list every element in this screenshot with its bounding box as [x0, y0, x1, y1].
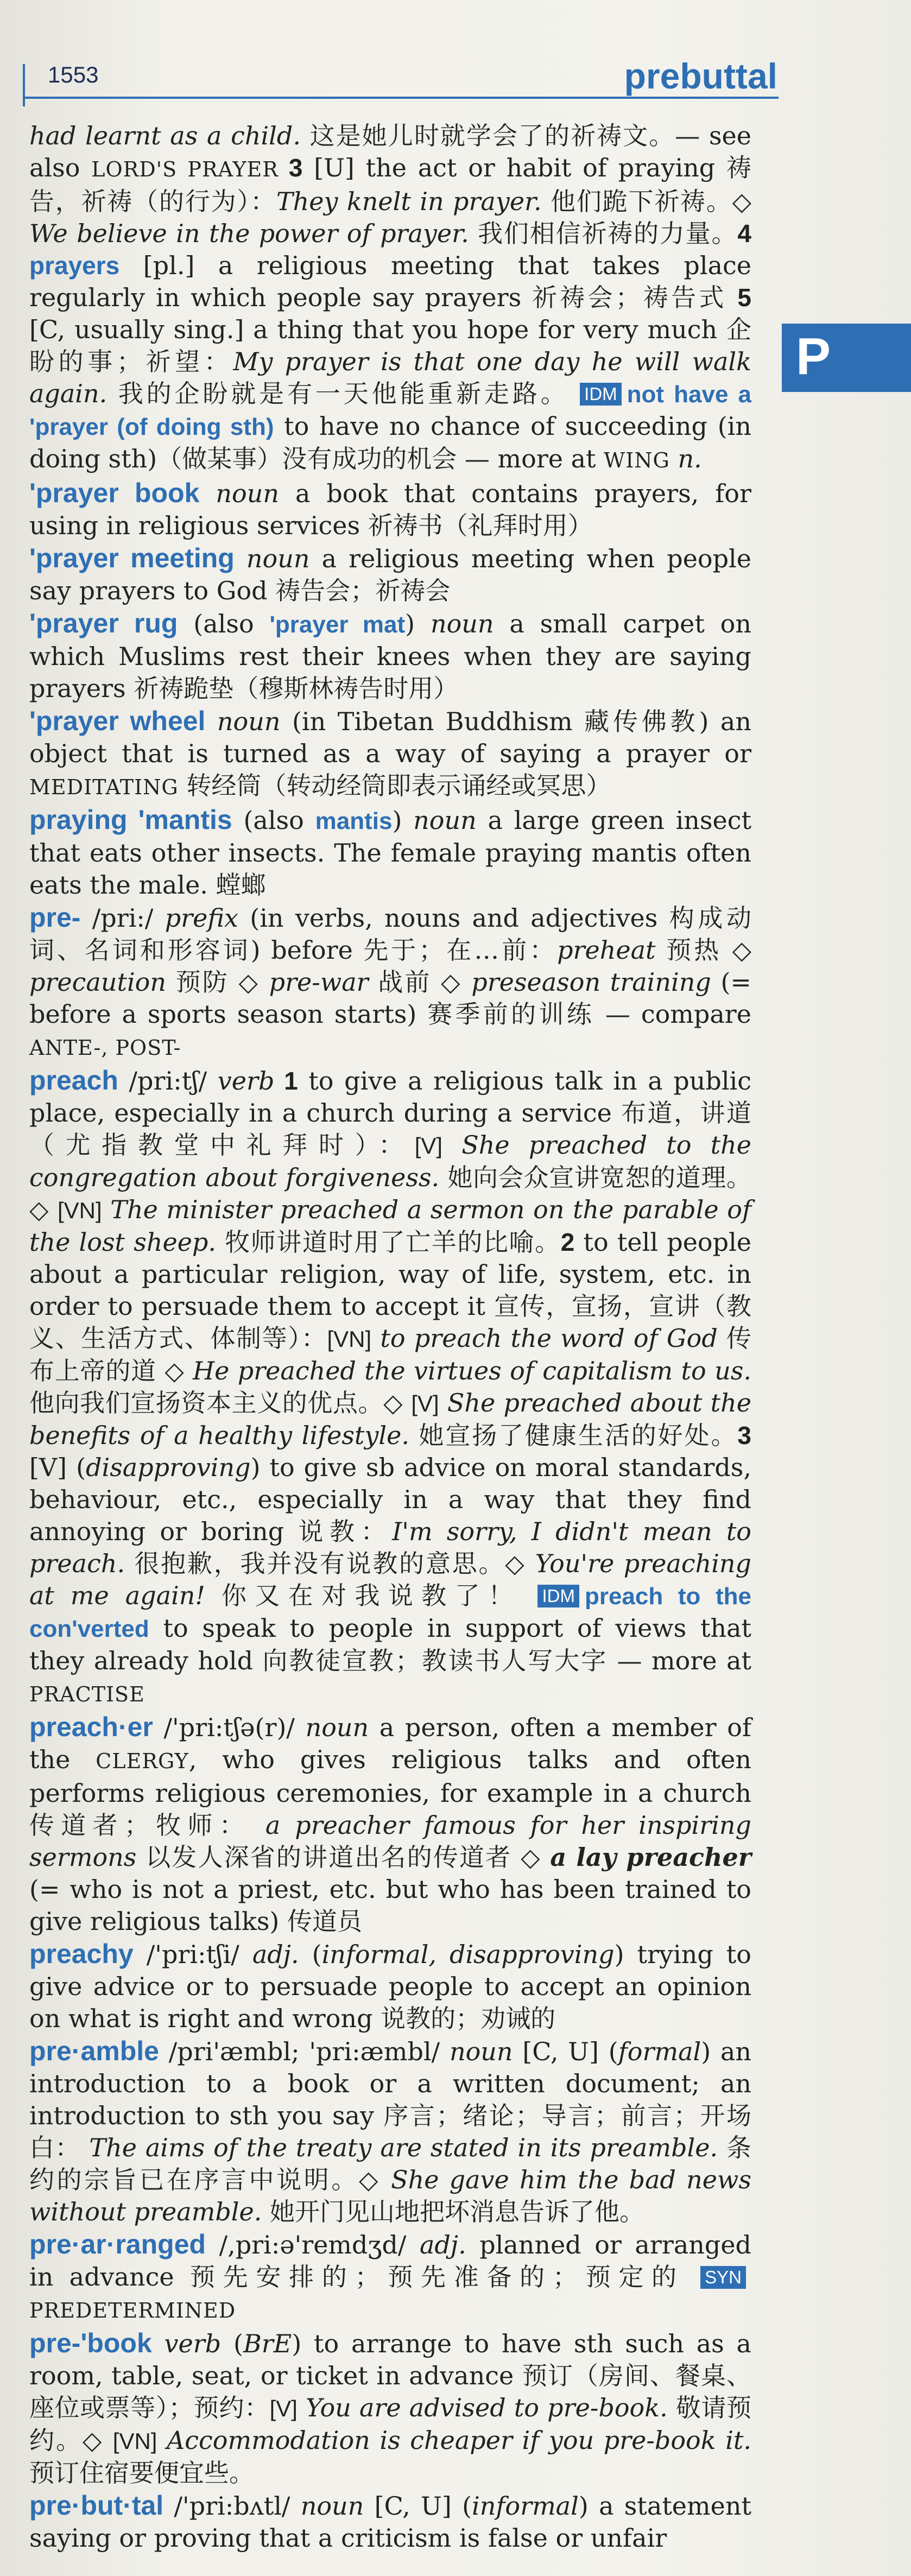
definition-text: (= who is not a priest, etc. but who has been trained to give religious talks) 传道员 [29, 1875, 751, 1936]
pronunciation: /'pri:tʃi/ [133, 1940, 252, 1969]
translation-text: 条约的宗旨已在序言中说明。◇ [29, 2133, 751, 2194]
example-text: had learnt as a child. [29, 121, 301, 150]
example-text: pre-war [269, 967, 369, 997]
grammar-code: [VN] [57, 1198, 102, 1223]
cross-reference: PRACTISE [29, 1682, 145, 1706]
headword: pre·ar·ranged [29, 2229, 206, 2259]
guide-word: prebuttal [624, 56, 777, 96]
definition-text: to speak to people in support of views that they already hold 向教徒宣教；教读书人写大字 — more at [29, 1613, 751, 1675]
part-of-speech: n. [669, 444, 702, 473]
example-text: preseason training [471, 967, 711, 997]
headword: preach·er [29, 1712, 153, 1742]
example-text: You're preaching at me again! [29, 1549, 751, 1610]
example-text: The minister preached a sermon on the parable of the lost sheep. [29, 1195, 752, 1257]
definition-text: a small carpet on which Muslims rest their knees when they are saying prayers 祈祷跪垫（穆斯林祷告时用） [29, 609, 751, 703]
sense-number: 2 [560, 1228, 575, 1256]
definition-text: a large green insect that eats other insects. The female praying mantis often eats the male. 螳螂 [29, 806, 751, 900]
translation-text: 以发人深省的讲道出名的传道者 ◇ [136, 1843, 551, 1872]
cross-reference: ANTE-, POST- [29, 1036, 181, 1060]
pronunciation: /pri:tʃ/ [118, 1066, 218, 1096]
sense-number: 5 [737, 283, 751, 312]
translation-text: 她开门见山地把坏消息告诉了他。 [262, 2197, 644, 2226]
example-text: We believe in the power of prayer. [29, 219, 469, 248]
pronunciation: /pri:/ [80, 903, 165, 933]
translation-text: 他向我们宣扬资本主义的优点。◇ [29, 1388, 412, 1417]
translation-text: 她宣扬了健康生活的好处。 [409, 1421, 738, 1450]
translation-text: 预防 ◇ [166, 967, 269, 997]
example-text: The aims of the treaty are stated in its preamble. [80, 2133, 718, 2162]
entry-preach [29, 1065, 751, 1711]
definition-text: (in Tibetan Buddhism 藏传佛教) an object that is turned as a way of saying a prayer or [29, 707, 751, 768]
grammar-code: [V] [411, 1391, 439, 1416]
pronunciation: /,pri:ə'remdʒd/ [206, 2230, 420, 2259]
example-text: He preached the virtues of capitalism to us. [192, 1356, 751, 1385]
sense-headword: prayers [29, 251, 120, 280]
definition-text: , who gives religious talks and often performs religious ceremonies, for example in a church 传道者；牧师： [29, 1745, 751, 1840]
part-of-speech: noun [205, 707, 281, 736]
grammar-code: [V] [269, 2396, 298, 2421]
entry-preachy [29, 1938, 751, 2035]
translation-text: 这是她儿时就学会了的祈祷文。— see also [29, 121, 751, 182]
headword: pre·amble [29, 2036, 159, 2066]
variant-headword: 'prayer mat [269, 611, 406, 638]
headword: pre-'book [29, 2328, 152, 2358]
entry-preamble [29, 2035, 751, 2228]
pronunciation: /pri'æmbl; 'pri:æmbl/ [159, 2037, 450, 2066]
definition-text: ) [405, 609, 431, 638]
definition-text: planned or arranged in advance 预先安排的；预先准备的；预定的 [29, 2230, 751, 2292]
example-text: I'm sorry, I didn't mean to preach. [29, 1517, 752, 1578]
entry-prebuttal [29, 2490, 751, 2554]
example-text: a lay preacher [550, 1843, 751, 1872]
translation-text: 很抱歉，我并没有说教的意思。◇ [125, 1549, 535, 1578]
part-of-speech: noun [430, 609, 494, 638]
definition-text: [V] ( [29, 1453, 86, 1482]
pronunciation: /'pri:tʃə(r)/ [153, 1713, 306, 1742]
definition-text: [C, U] ( [364, 2491, 472, 2521]
example-text: She preached to the congregation about forgiveness. [29, 1130, 751, 1192]
part-of-speech: noun [199, 479, 280, 508]
definition-text: ( [299, 1940, 322, 1969]
entry-pre-prefix [29, 902, 751, 1064]
header-rule [23, 97, 779, 99]
sense-number: 4 [737, 219, 751, 248]
page-header [23, 56, 777, 106]
example-text: My prayer is that one day he will walk again. [29, 347, 752, 408]
thumb-index-tab [782, 324, 911, 392]
entry-pre-book [29, 2327, 751, 2489]
translation-text: 战前 ◇ [368, 967, 472, 997]
headword: pre·but·tal [29, 2490, 164, 2521]
translation-text: 敬请预约。◇ [29, 2393, 752, 2455]
synonym-badge: SYN [700, 2266, 746, 2289]
prayer-entry-continuation [29, 120, 751, 477]
page-number: 1553 [48, 62, 99, 87]
usage-label: disapproving [86, 1453, 251, 1482]
grammar-code: [VN] [327, 1326, 372, 1352]
definition-text: (in verbs, nouns and adjectives 构成动词、名词和形容词) before 先于；在…前： [29, 903, 751, 965]
headword: 'prayer meeting [29, 543, 235, 573]
entry-praying-mantis [29, 804, 751, 901]
translation-text: 他们跪下祈祷。◇ [541, 187, 752, 216]
cross-reference: LORD'S PRAYER [91, 157, 279, 181]
cross-reference: MEDITATING [29, 775, 179, 799]
definition-text: ) an introduction to a book or a written document; an introduction to sth you say 序言；绪论；导言；前言；开场白： [29, 2037, 751, 2162]
example-text: Accommodation is cheaper if you pre-book it. [157, 2426, 752, 2455]
definition-text: ) to give sb advice on moral standards, behaviour, etc., especially in a way that they find annoying or boring 说教： [29, 1453, 751, 1546]
translation-text: 我们相信祈祷的力量。 [469, 219, 738, 248]
definition-text: (also [178, 609, 270, 638]
example-text: You are advised to pre-book. [297, 2393, 668, 2422]
cross-reference: PREDETERMINED [29, 2299, 236, 2322]
idiom-badge: IDM [537, 1585, 579, 1607]
definition-text: ( [221, 2329, 243, 2358]
definition-text: a book that contains prayers, for using in religious services 祈祷书（礼拜时用） [29, 479, 751, 540]
example-text: a preacher famous for her inspiring sermons [29, 1811, 751, 1872]
sense-number: 3 [737, 1421, 751, 1450]
translation-text: 预热 ◇ [655, 935, 751, 965]
part-of-speech: noun [413, 806, 477, 835]
sense-number: 1 [274, 1067, 298, 1095]
translation-text: 转经筒（转动经筒即表示诵经或冥思） [178, 771, 611, 800]
example-text: to preach the word of God [371, 1324, 718, 1353]
cross-reference: CLERGY [96, 1749, 189, 1773]
cross-reference: WING [604, 448, 670, 472]
definition-text: ) a statement saying or proving that a criticism is false or unfair [29, 2491, 751, 2553]
definition-text: [C, usually sing.] a thing that you hope for very much 企盼的事；祈望： [29, 315, 751, 376]
idiom-phrase: preach to the con'verted [29, 1583, 751, 1642]
headword: preach [29, 1065, 118, 1096]
grammar-code: [V] [414, 1133, 443, 1159]
definition-text: to give a religious talk in a public place, especially in a church during a service 布道，讲道（尤指教堂中礼拜时）： [29, 1066, 752, 1160]
part-of-speech: prefix [165, 903, 238, 933]
variant-headword: mantis [315, 808, 393, 834]
translation-text: 牧师讲道时用了亡羊的比喻。 [216, 1227, 561, 1257]
definition-text: ) [392, 806, 414, 835]
part-of-speech: adj. [419, 2230, 466, 2259]
headword: preachy [29, 1939, 134, 1969]
idiom-phrase: not have a 'prayer (of doing sth) [29, 381, 752, 440]
definition-text: ) to arrange to have sth such as a room, table, seat, or ticket in advance 预订（房间、餐桌、座位或票等）；预约： [29, 2329, 751, 2422]
usage-label: informal [472, 2491, 579, 2521]
entry-prearranged [29, 2229, 751, 2327]
part-of-speech: adj. [252, 1940, 299, 1969]
usage-label: informal, disapproving [321, 1940, 615, 1969]
part-of-speech: noun [234, 544, 310, 573]
definition-text: [C, U] ( [513, 2037, 618, 2066]
definition-text: ) trying to give advice or to persuade people to accept an opinion on what is right and wrong 说教的；劝诫的 [29, 1940, 751, 2033]
example-text: She preached about the benefits of a healthy lifestyle. [29, 1388, 751, 1450]
grammar-code: [VN] [112, 2428, 157, 2454]
idiom-badge: IDM [580, 383, 622, 406]
example-text: preheat [557, 935, 656, 965]
headword: 'prayer rug [29, 608, 178, 638]
entry-prayer-book [29, 477, 751, 542]
entry-prayer-rug [29, 607, 751, 705]
usage-label: formal [618, 2037, 701, 2066]
entry-preacher [29, 1711, 751, 1938]
translation-text: 我的企盼就是有一天他能重新走路。 [107, 379, 569, 408]
definition-text: a person, often a member of the [29, 1713, 751, 1774]
translation-text: 你又在对我说教了！ [205, 1581, 522, 1610]
translation-text: 她向会众宣讲宽恕的道理。◇ [29, 1163, 752, 1224]
usage-label: BrE [243, 2329, 292, 2358]
part-of-speech: noun [449, 2037, 513, 2066]
definition-text: to have no chance of succeeding (in doing sth)（做某事）没有成功的机会 — more at [29, 412, 751, 473]
entry-prayer-meeting [29, 542, 751, 607]
headword: praying 'mantis [29, 805, 232, 835]
example-text: She gave him the bad news without preamble. [29, 2165, 751, 2226]
translation-text: 预订住宿要便宜些。 [29, 2458, 254, 2488]
definition-text: to tell people about a particular religion, way of life, system, etc. in order to persuade them to accept it 宣传，宣扬，宣讲（教义、生活方式、体制等）： [29, 1227, 752, 1353]
definition-text: a religious meeting when people say prayers to God 祷告会；祈祷会 [29, 544, 751, 605]
part-of-speech: verb [151, 2329, 222, 2358]
part-of-speech: noun [300, 2491, 364, 2521]
part-of-speech: verb [217, 1066, 275, 1096]
definition-text: [pl.] a religious meeting that takes place regularly in which people say prayers 祈祷会；祷告式 [29, 251, 751, 312]
entry-prayer-wheel [29, 705, 751, 803]
translation-text: 传布上帝的道 ◇ [29, 1324, 752, 1385]
dictionary-content [29, 120, 751, 2555]
sense-number: 3 [278, 154, 303, 182]
example-text: precaution [29, 967, 166, 997]
definition-text: (also [232, 806, 315, 835]
headword: 'prayer wheel [29, 706, 206, 736]
definition-text: [U] the act or habit of praying 祷告，祈祷（的行为）： [29, 153, 752, 216]
thumb-index-letter: P [796, 327, 831, 385]
headword: pre- [29, 902, 81, 933]
headword: 'prayer book [29, 478, 200, 508]
pronunciation: /'pri:bʌtl/ [163, 2491, 301, 2521]
example-text: They knelt in prayer. [276, 187, 542, 216]
part-of-speech: noun [305, 1713, 369, 1742]
definition-text: (= before a sports season starts) 赛季前的训练 — compare [29, 967, 751, 1029]
